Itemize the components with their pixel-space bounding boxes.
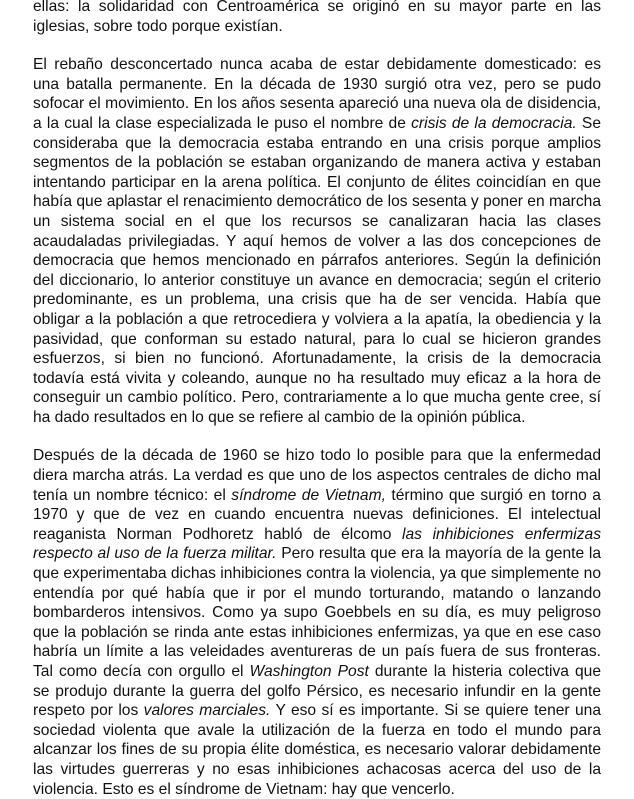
body-text: durante la histeria colectiva que se produjo durante la guerra del golfo Pérsico, es necesario infundir en la gente respeto por los <box>33 663 601 720</box>
italic-text: valores marciales. <box>143 702 271 720</box>
body-text: Pero resulta que era la mayoría de la gente la que experimentaba dichas inhibiciones contra la violencia, ya que simplemente no entendía por qué había que ir por el mundo torturando, matando o lanzando bombarderos intensivos. Como ya supo Goebbels en su día, es muy peligroso que la población se rinda ante estas inhibiciones enfermizas, ya que en ese caso habría un límite a las veleidades aventureras de un país fuera de sus fronteras. Tal como decía con orgullo el <box>33 545 601 680</box>
body-text: ellas: la solidaridad con Centroamérica se originó en su mayor parte en las iglesias, sobre todo porque existían. <box>33 0 601 35</box>
document-page <box>33 0 601 799</box>
italic-text: las inhibiciones enfermizas respecto al uso de la fuerza militar. <box>33 525 601 563</box>
body-text: Después de la década de 1960 se hizo todo lo posible para que la enfermedad diera marcha atrás. La verdad es que uno de los aspectos centrales de dicho mal tenía un nombre técnico: el <box>33 447 601 504</box>
body-text: El rebaño desconcertado nunca acaba de estar debidamente domesticado: es una batalla permanente. En la década de 1930 surgió otra vez, pero se pudo sofocar el movimiento. En los años sesenta apareció una nueva ola de disidencia, a la cual la clase especializada le puso el nombre de <box>33 56 601 132</box>
paragraph <box>33 446 601 799</box>
paragraph <box>33 55 601 427</box>
italic-text: Washington Post <box>249 663 369 680</box>
body-text: Se consideraba que la democracia estaba entrando en una crisis porque amplios segmentos de la población se estaban organizando de manera activa y estaban intentando participar en la arena política. El conjunto de élites coincidían en que había que aplastar el renacimiento democrático de los sesenta y poner en marcha un sistema social en el que los recursos se canalizaran hacia las clases acaudaladas privilegiadas. Y aquí hemos de volver a las dos concepciones de democracia que hemos mencionado en párrafos anteriores. Según la definición del diccionario, lo anterior constituye un avance en democracia; según el criterio predominante, es un problema, una crisis que ha de ser vencida. Había que obligar a la población a que retrocediera y volviera a la apatía, la obediencia y la pasividad, que conforman su estado natural, para lo cual se hicieron grandes esfuerzos, si bien no funcionó. Afortunadamente, la crisis de la democracia todavía está vivita y coleando, aunque no ha resultado muy eficaz a la hora de conseguir un cambio político. Pero, contrariamente a lo que mucha gente cree, sí ha dado resultados en lo que se refiere al cambio de la opinión pública. <box>33 114 601 426</box>
italic-text: síndrome de Vietnam, <box>231 486 386 504</box>
italic-text: crisis de la democracia. <box>411 114 577 132</box>
paragraph <box>33 0 601 36</box>
body-text: Y eso sí es importante. Si se quiere tener una sociedad violenta que avale la utilización de la fuerza en todo el mundo para alcanzar los fines de su propia élite doméstica, es necesario valorar debidamente las virtudes guerreras y no esas inhibiciones achacosas acerca del uso de la violencia. Esto es el síndrome de Vietnam: hay que vencerlo. <box>33 702 602 798</box>
body-text: término que surgió en torno a 1970 y que de vez en cuando encuentra nuevas definiciones. El intelectual reaganista Norman Podhoretz habló de élcomo <box>33 486 601 543</box>
